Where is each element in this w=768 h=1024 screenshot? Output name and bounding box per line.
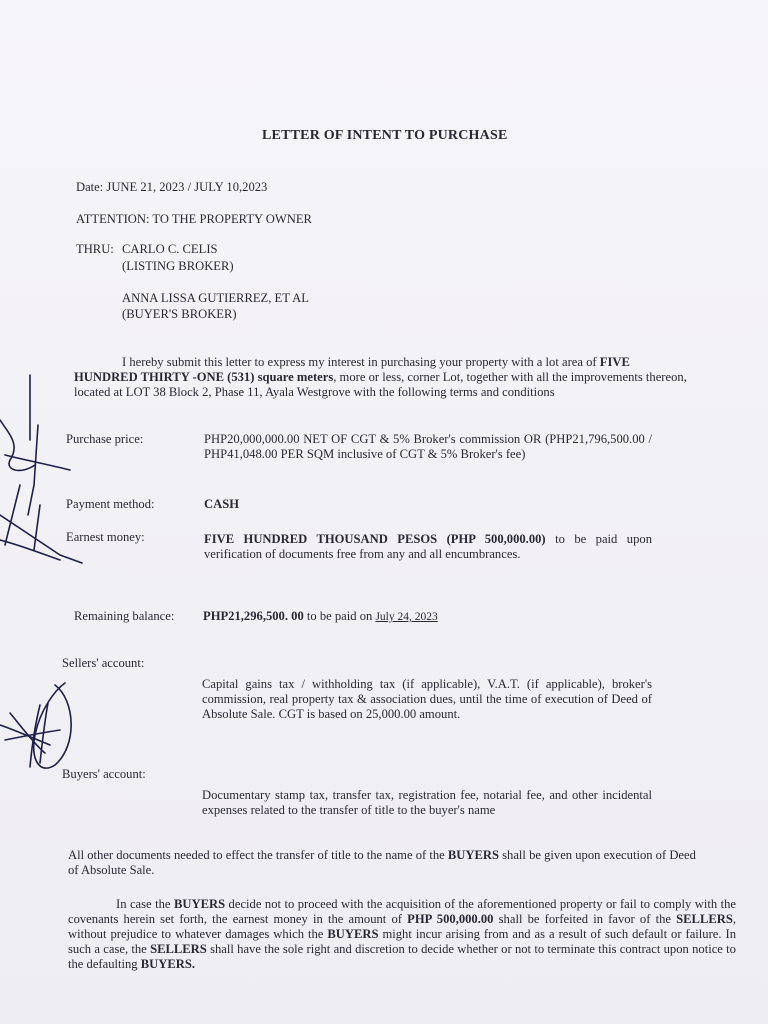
attention-line: ATTENTION: TO THE PROPERTY OWNER [76, 212, 312, 226]
thru-label: THRU: [76, 242, 114, 256]
payment-method-label: Payment method: [66, 497, 155, 511]
buyers-broker-role: (BUYER'S BROKER) [122, 307, 237, 321]
earnest-money-label: Earnest money: [66, 530, 145, 544]
other-documents-paragraph: All other documents needed to effect the transfer of title to the name of the BUYERS shall be given upon execution of Deed of Absolute Sale. [68, 848, 696, 877]
forfeiture-paragraph: In case the BUYERS decide not to proceed with the acquisition of the aforementioned property or fail to comply with the covenants herein set forth, the earnest money in the amount of PHP 500,000.00 shall be forfeited in favor of the SELLERS, without prejudice to whatever damages which the BUYERS might incur arising from and as a result of such default or failure. In such a case, the SELLERS shall have the sole right and discretion to decide whether or not to terminate this contract upon notice to the defaulting BUYERS. [68, 897, 737, 971]
document-title: LETTER OF INTENT TO PURCHASE [262, 128, 508, 143]
earnest-money-value: FIVE HUNDRED THOUSAND PESOS (PHP 500,000.00) to be paid upon verification of documents free from any and all encumbrances. [204, 532, 652, 561]
payment-method-value: CASH [204, 497, 239, 511]
purchase-price-value: PHP20,000,000.00 NET OF CGT & 5% Broker's commission OR (PHP21,796,500.00 / PHP41,048.00 PER SQM inclusive of CGT & 5% Broker's fee) [204, 432, 652, 461]
remaining-balance-label: Remaining balance: [74, 609, 175, 623]
date-line: Date: JUNE 21, 2023 / JULY 10,2023 [76, 180, 268, 194]
margin-signature-scribble [0, 675, 90, 780]
listing-broker-name: CARLO C. CELIS [122, 242, 218, 256]
buyers-account-label: Buyers' account: [62, 767, 146, 781]
remaining-balance-value: PHP21,296,500. 00 to be paid on July 24, 2023 [203, 609, 438, 623]
listing-broker-role: (LISTING BROKER) [122, 259, 234, 273]
intro-paragraph: I hereby submit this letter to express my interest in purchasing your property with a lot area of FIVE HUNDRED THIRTY -ONE (531) square meters, more or less, corner Lot, together with all the improvements thereon, located at LOT 38 Block 2, Phase 11, Ayala Westgrove with the following terms and conditions [74, 355, 687, 399]
margin-initials-signature [0, 365, 110, 575]
purchase-price-label: Purchase price: [66, 432, 144, 446]
buyers-account-value: Documentary stamp tax, transfer tax, registration fee, notarial fee, and other incidental expenses related to the transfer of title to the buyer's name [202, 788, 652, 817]
sellers-account-label: Sellers' account: [62, 656, 145, 670]
sellers-account-value: Capital gains tax / withholding tax (if applicable), V.A.T. (if applicable), broker's commission, real property tax & association dues, until the time of execution of Deed of Absolute Sale. CGT is based on 25,000.00 amount. [202, 677, 652, 721]
buyers-broker-name: ANNA LISSA GUTIERREZ, ET AL [122, 291, 309, 305]
